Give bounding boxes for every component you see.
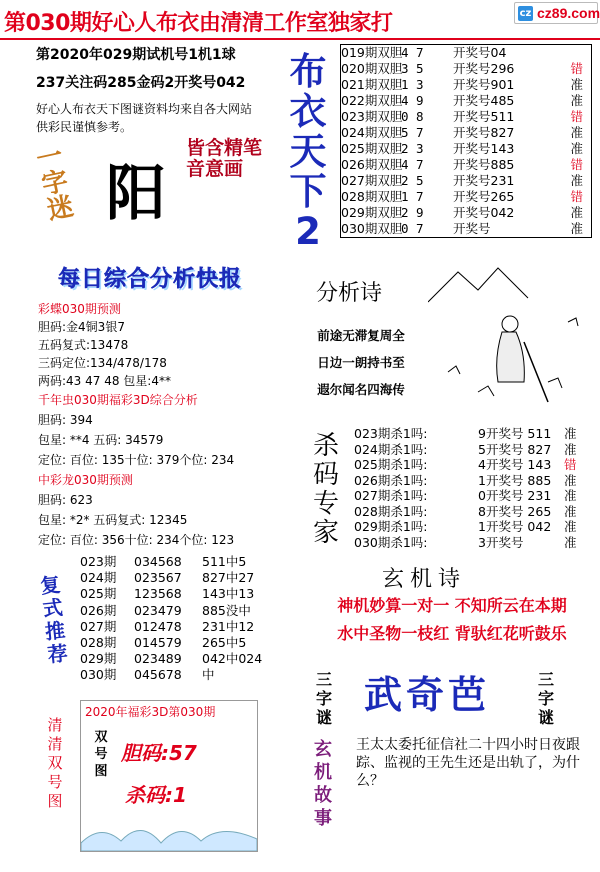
- brand-char: 2: [295, 210, 321, 253]
- compound-recommend-label: [29, 572, 78, 668]
- card-label-char: 号: [94, 747, 108, 762]
- period-cell: 028期双胆: [341, 189, 403, 204]
- caution-note: 供彩民谨慎参考。: [36, 120, 133, 134]
- table-row: [80, 554, 286, 570]
- draw-cell: 开奖号231: [453, 173, 515, 188]
- table-row: [341, 61, 591, 77]
- monk-sketch-illustration: [428, 262, 592, 416]
- poem-line: 遐尔闻名四海传: [317, 382, 405, 397]
- kill-code-table: [354, 426, 594, 550]
- riddle-left-char: 迷: [44, 191, 77, 227]
- qianniao-line: 定位: 百位: 135十位: 379个位: 234: [38, 453, 235, 467]
- table-row: [354, 504, 594, 520]
- table-row: [341, 157, 591, 173]
- nums-cell: 4 9: [401, 93, 424, 108]
- sanzi-char: 字: [537, 689, 554, 708]
- caidie-line: 五码复式:13478: [38, 338, 129, 352]
- trial-number-line: 第2020年029期试机号1机1球: [36, 47, 236, 63]
- riddle-left-label: [34, 142, 80, 225]
- table-row: [341, 173, 591, 189]
- draw-cell: 开奖号265: [453, 189, 515, 204]
- nums-cell: 034568: [134, 554, 182, 569]
- brand-char: 衣: [289, 90, 327, 133]
- period-cell: 030期: [80, 667, 117, 683]
- draw-cell: 开奖号042: [453, 205, 515, 220]
- nums-cell: 1 7: [401, 189, 424, 204]
- focus-code-line: 237关注码285金码2开奖号042: [36, 75, 246, 91]
- result-cell: 准: [564, 534, 577, 550]
- caidie-line: 三码定位:134/478/178: [38, 356, 167, 370]
- result-cell: 准: [570, 173, 583, 188]
- draw-cell: 开奖号04: [453, 45, 507, 60]
- page-title: 第030期好心人布衣由清清工作室独家打: [4, 11, 393, 36]
- double-dan-history-table: [340, 44, 592, 238]
- header-bar: [0, 0, 600, 40]
- compound-recommend-table: [80, 554, 286, 684]
- result-cell: 准: [570, 93, 583, 108]
- card-decoration: [81, 813, 257, 851]
- result-cell: 错: [564, 457, 577, 472]
- draw-cell: 中: [202, 667, 215, 683]
- draw-cell: 1开奖号 885: [478, 472, 552, 488]
- result-cell: 错: [570, 157, 583, 172]
- period-cell: 023期双胆: [341, 109, 403, 124]
- card-kill-code: 杀码:1: [125, 783, 187, 807]
- nums-cell: 014579: [134, 635, 182, 651]
- draw-cell: 1开奖号 042: [478, 519, 552, 534]
- sanzi-char: 谜: [537, 708, 554, 727]
- result-cell: 准: [564, 441, 577, 457]
- brand-char: 下: [289, 170, 327, 213]
- table-row: [80, 619, 286, 635]
- draw-cell: 0开奖号 231: [478, 488, 552, 503]
- fushi-label-char: 推: [43, 617, 67, 644]
- period-cell: 020期双胆: [341, 61, 403, 76]
- nums-cell: 0 7: [401, 221, 424, 236]
- table-row: [80, 586, 286, 602]
- three-char-riddle-text: 武奇芭: [364, 673, 491, 717]
- riddle-left-char: 字: [39, 166, 71, 201]
- result-cell: 错: [570, 189, 583, 204]
- qianniao-line: 包星: **4 五码: 34579: [38, 433, 164, 447]
- nums-cell: 2 3: [401, 141, 424, 156]
- kill-label-char: 专: [312, 489, 339, 519]
- result-cell: 错: [570, 61, 583, 76]
- table-row: [341, 125, 591, 141]
- period-cell: 025期: [80, 586, 117, 602]
- nums-cell: 3 5: [401, 61, 424, 76]
- sanzi-char: 谜: [315, 708, 332, 727]
- table-row: [341, 45, 591, 61]
- period-cell: 029期杀1吗:: [354, 519, 428, 534]
- card-label: [91, 729, 111, 780]
- caidie-line: 两码:43 47 48 包星:4**: [38, 374, 171, 388]
- period-cell: 025期双胆: [341, 141, 403, 156]
- kill-label-char: 杀: [312, 431, 339, 461]
- period-cell: 026期双胆: [341, 157, 403, 172]
- period-cell: 023期: [80, 554, 117, 569]
- kill-label-char: 码: [312, 460, 339, 490]
- draw-cell: 开奖号296: [453, 61, 515, 76]
- story-label-char: 故: [314, 785, 332, 806]
- period-cell: 027期双胆: [341, 173, 403, 188]
- caidie-line: 胆码:金4铜3银7: [38, 320, 125, 334]
- nums-cell: 123568: [134, 586, 182, 602]
- period-cell: 028期杀1吗:: [354, 503, 428, 519]
- logo-text: cz89.com: [537, 5, 600, 21]
- draw-cell: 开奖号901: [453, 77, 515, 92]
- period-cell: 027期杀1吗:: [354, 488, 428, 503]
- nums-cell: 023489: [134, 651, 182, 667]
- result-cell: 准: [564, 426, 577, 441]
- nums-cell: 045678: [134, 667, 182, 683]
- table-row: [354, 457, 594, 473]
- nums-cell: 4 7: [401, 45, 424, 60]
- logo-icon: cz: [519, 8, 532, 19]
- draw-cell: 265中5: [202, 635, 247, 651]
- table-row: [354, 488, 594, 504]
- table-row: [80, 570, 286, 586]
- zhongcai-line: 定位: 百位: 356十位: 234个位: 123: [38, 533, 235, 547]
- draw-cell: 042中024: [202, 651, 263, 667]
- nums-cell: 023479: [134, 602, 182, 618]
- table-row: [341, 205, 591, 221]
- poem-line: 前途无滞复周全: [317, 328, 405, 343]
- xuanji-story-label: [306, 738, 340, 830]
- table-row: [354, 426, 594, 442]
- word-riddle-panel: [33, 137, 274, 256]
- draw-cell: 开奖号143: [453, 141, 515, 156]
- card-title: 2020年福彩3D第030期: [85, 705, 216, 719]
- brand-char: 布: [289, 50, 327, 93]
- table-row: [80, 603, 286, 619]
- result-cell: [553, 45, 583, 61]
- period-cell: 030期杀1吗:: [354, 534, 428, 550]
- riddle-center-char: 阳: [106, 159, 166, 229]
- result-cell: 准: [564, 488, 577, 503]
- nums-cell: 2 5: [401, 173, 424, 188]
- qianniao-line: 胆码: 394: [38, 413, 93, 427]
- nums-cell: 023567: [134, 570, 182, 586]
- sanzi-char: 三: [315, 670, 332, 689]
- riddle-hint-text: 皆含精笔音意画: [186, 137, 263, 180]
- poem-lines: [302, 322, 420, 403]
- table-row: [341, 93, 591, 109]
- qianniao-title: 千年虫030期福彩3D综合分析: [38, 393, 198, 407]
- period-cell: 023期杀1吗:: [354, 426, 428, 441]
- table-row: [354, 535, 594, 551]
- draw-cell: 8开奖号 265: [478, 503, 552, 519]
- card-label-char: 图: [94, 764, 108, 779]
- kill-expert-label: [306, 432, 346, 548]
- draw-cell: 9开奖号 511: [478, 426, 552, 441]
- table-row: [341, 221, 591, 237]
- zhongcai-line: 胆码: 623: [38, 493, 93, 507]
- draw-cell: 开奖号: [453, 221, 491, 236]
- qq-label-char: 双: [47, 754, 63, 772]
- draw-cell: 231中12: [202, 618, 255, 634]
- nums-cell: 5 7: [401, 125, 424, 140]
- table-row: [354, 519, 594, 535]
- table-row: [341, 141, 591, 157]
- xuanji-line: 神机妙算一对一 不知所云在本期: [337, 596, 567, 615]
- xuanji-story-text: 王太太委托征信社二十四小时日夜跟踪、监视的王先生还是出轨了，为什么？: [356, 737, 580, 789]
- draw-cell: 开奖号511: [453, 109, 515, 124]
- brand-vertical-title: [288, 52, 328, 252]
- card-label-char: 双: [94, 730, 108, 745]
- period-cell: 029期双胆: [341, 205, 403, 220]
- qq-label-char: 清: [47, 716, 63, 734]
- period-cell: 022期双胆: [341, 93, 403, 108]
- kill-label-char: 家: [312, 518, 339, 548]
- draw-cell: 开奖号885: [453, 157, 515, 172]
- result-cell: 错: [570, 109, 583, 124]
- qq-label-char: 清: [47, 735, 63, 753]
- source-note: 好心人布衣天下图谜资料均来自各大网站: [36, 102, 253, 116]
- nums-cell: 0 8: [401, 109, 424, 124]
- fushi-label-char: 式: [41, 595, 64, 622]
- draw-cell: 143中13: [202, 586, 255, 602]
- zhongcai-title: 中彩龙030期预测: [38, 473, 133, 487]
- xuanji-poem-title: 玄机诗: [382, 567, 467, 592]
- double-number-card: [80, 700, 258, 852]
- result-cell: 准: [564, 472, 577, 488]
- result-cell: 准: [570, 125, 583, 140]
- period-cell: 029期: [80, 651, 117, 667]
- draw-cell: 885没中: [202, 602, 251, 618]
- draw-cell: 3开奖号: [478, 534, 524, 550]
- story-label-char: 机: [314, 762, 332, 783]
- sanzi-char: 三: [537, 670, 554, 689]
- nums-cell: 1 3: [401, 77, 424, 92]
- draw-cell: 开奖号485: [453, 93, 515, 108]
- draw-cell: 511中5: [202, 554, 247, 569]
- poem-line: 日边一朗持书至: [317, 355, 405, 370]
- three-char-riddle-left-label: [310, 670, 338, 727]
- result-cell: 准: [564, 519, 577, 534]
- riddle-left-char: 一: [33, 140, 66, 176]
- qq-label-char: 号: [47, 773, 63, 791]
- qingqing-double-chart-label: [40, 716, 70, 811]
- result-cell: 准: [570, 221, 583, 236]
- table-row: [341, 109, 591, 125]
- fushi-label-char: 荐: [46, 640, 69, 667]
- period-cell: 019期双胆: [341, 45, 403, 60]
- period-cell: 026期: [80, 602, 117, 618]
- table-row: [80, 651, 286, 667]
- period-cell: 030期双胆: [341, 221, 403, 236]
- period-cell: 028期: [80, 635, 117, 651]
- period-cell: 024期: [80, 570, 117, 586]
- fushi-label-char: 复: [39, 572, 62, 599]
- brand-char: 天: [289, 130, 327, 173]
- qq-label-char: 图: [47, 792, 63, 810]
- draw-cell: 开奖号827: [453, 125, 515, 140]
- nums-cell: 012478: [134, 618, 182, 634]
- result-cell: 准: [570, 205, 583, 220]
- three-char-riddle-right-label: [532, 670, 560, 727]
- daily-analysis-banner: 每日综合分析快报: [57, 267, 242, 292]
- table-row: [354, 473, 594, 489]
- xuanji-line: 水中圣物一枝红 背驮红花听鼓乐: [337, 624, 567, 643]
- draw-cell: 5开奖号 827: [478, 441, 552, 457]
- table-row: [341, 189, 591, 205]
- period-cell: 021期双胆: [341, 77, 403, 92]
- nums-cell: 4 7: [401, 157, 424, 172]
- sanzi-char: 字: [315, 689, 332, 708]
- table-row: [80, 635, 286, 651]
- analysis-block: [38, 300, 288, 550]
- card-dan-code: 胆码:57: [121, 741, 197, 765]
- story-label-char: 事: [314, 808, 332, 829]
- period-cell: 027期: [80, 618, 117, 634]
- poem-title: 分析诗: [316, 281, 383, 306]
- period-cell: 024期杀1吗:: [354, 441, 428, 457]
- zhongcai-line: 包星: *2* 五码复式: 12345: [38, 513, 188, 527]
- draw-cell: 827中27: [202, 570, 255, 586]
- site-logo[interactable]: [514, 2, 598, 24]
- story-label-char: 玄: [314, 739, 332, 760]
- period-cell: 024期双胆: [341, 125, 403, 140]
- caidie-title: 彩蝶030期预测: [38, 302, 121, 316]
- period-cell: 025期杀1吗:: [354, 457, 428, 472]
- xuanji-poem-lines: [310, 592, 594, 648]
- period-cell: 026期杀1吗:: [354, 472, 428, 488]
- table-row: [341, 77, 591, 93]
- table-row: [354, 442, 594, 458]
- table-row: [80, 667, 286, 683]
- result-cell: 准: [570, 141, 583, 156]
- result-cell: 准: [570, 77, 583, 92]
- draw-cell: 4开奖号 143: [478, 457, 552, 472]
- result-cell: 准: [564, 503, 577, 519]
- nums-cell: 2 9: [401, 205, 424, 220]
